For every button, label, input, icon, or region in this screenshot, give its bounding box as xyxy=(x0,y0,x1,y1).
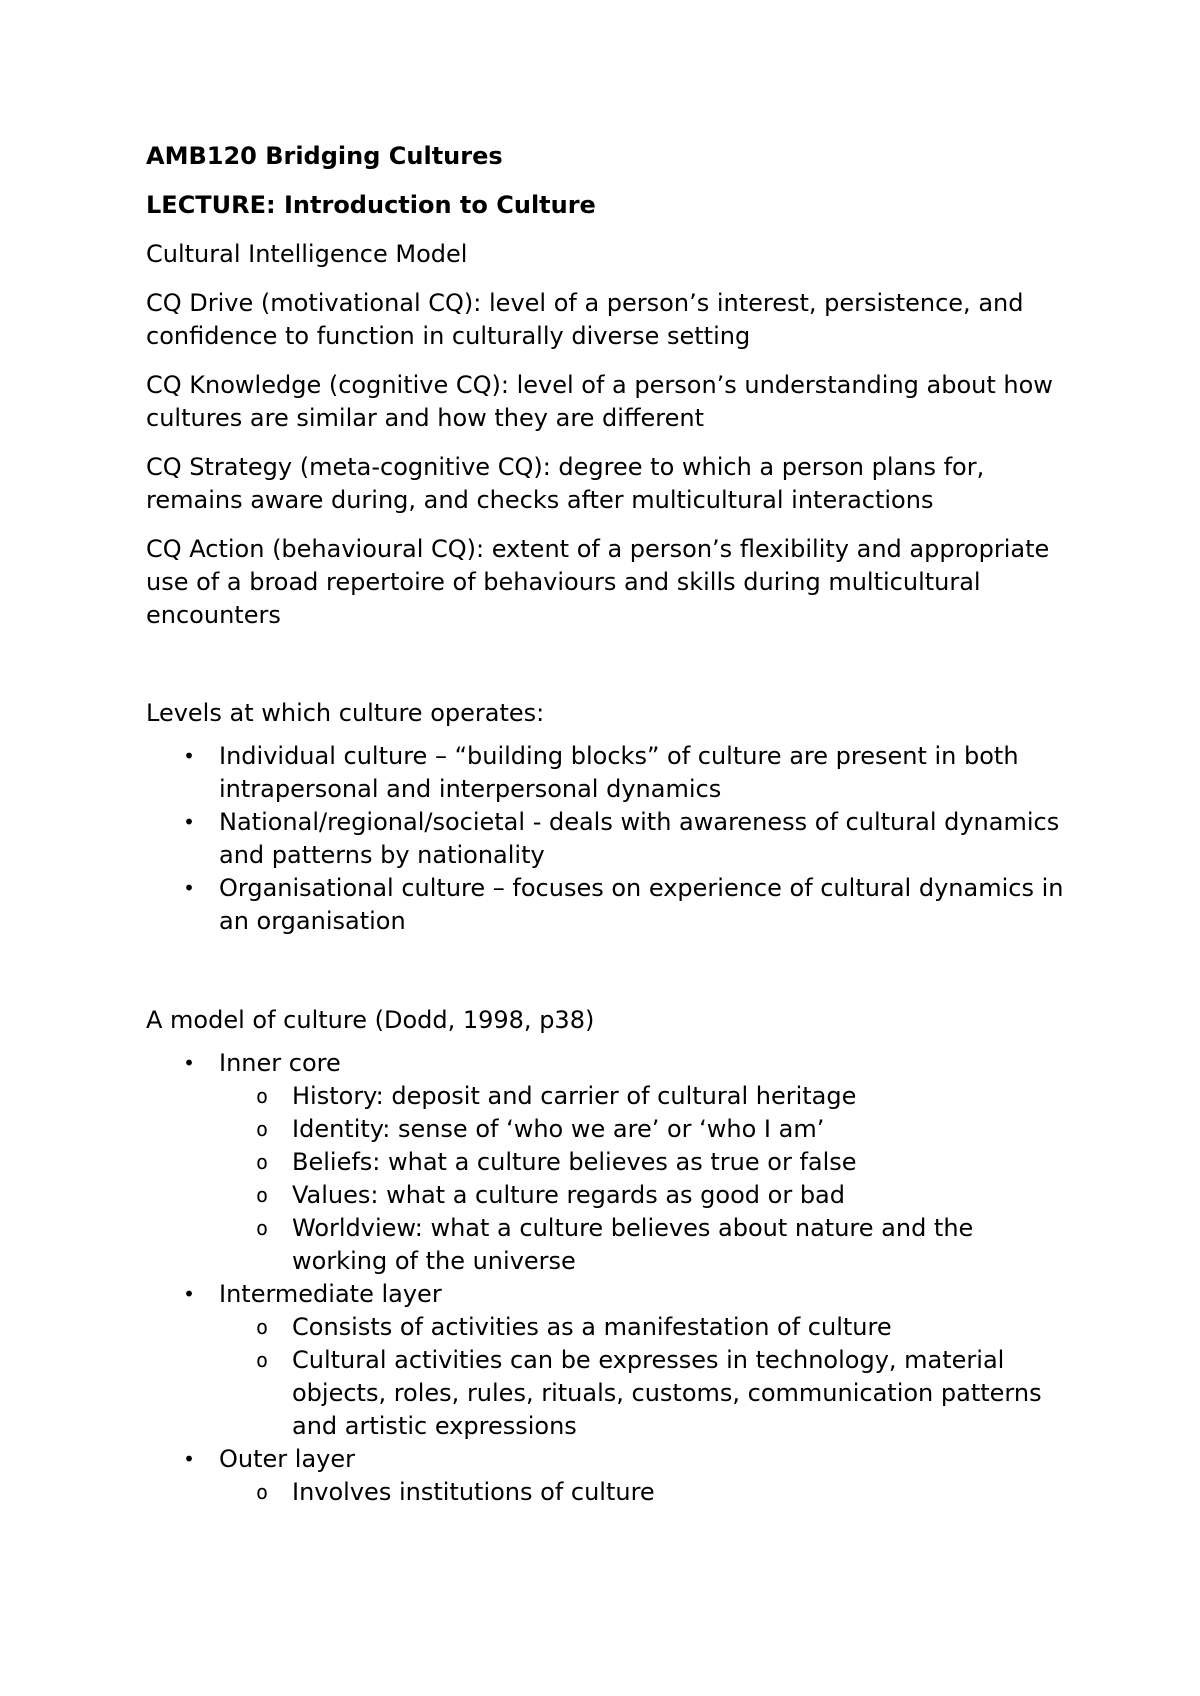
list-item-text: Consists of activities as a manifestation of culture xyxy=(292,1313,892,1341)
bullet-marker: • xyxy=(183,1447,195,1471)
list-item xyxy=(146,1476,1076,1509)
list-item xyxy=(146,1443,1076,1509)
list-item xyxy=(146,806,1076,872)
document-page xyxy=(146,140,1076,1509)
layer-label-outer: Outer layer xyxy=(219,1445,355,1473)
list-item-text: National/regional/societal - deals with awareness of cultural dynamics and patterns by nationality xyxy=(219,808,1060,869)
levels-list xyxy=(146,740,1076,938)
layer-label-intermediate: Intermediate layer xyxy=(219,1280,442,1308)
cq-strategy-paragraph: CQ Strategy (meta-cognitive CQ): degree to which a person plans for, remains aware during, and checks after multicultural interactions xyxy=(146,453,985,514)
sub-bullet-marker: o xyxy=(256,1216,269,1240)
list-item xyxy=(146,1179,1076,1212)
spacer xyxy=(146,938,1076,1004)
bullet-marker: • xyxy=(183,876,195,900)
cq-drive-paragraph: CQ Drive (motivational CQ): level of a person’s interest, persistence, and confidence to function in culturally diverse setting xyxy=(146,289,1024,350)
list-item xyxy=(146,740,1076,806)
list-item-text: Cultural activities can be expresses in technology, material objects, roles, rules, rituals, customs, communication patterns and artistic expressions xyxy=(292,1346,1042,1440)
list-item-text: Organisational culture – focuses on experience of cultural dynamics in an organisation xyxy=(219,874,1064,935)
list-item-text: Values: what a culture regards as good or bad xyxy=(292,1181,845,1209)
sub-bullet-marker: o xyxy=(256,1480,269,1504)
spacer xyxy=(146,648,1076,697)
list-item xyxy=(146,1278,1076,1443)
list-item xyxy=(146,1311,1076,1344)
list-item xyxy=(146,1047,1076,1278)
list-item xyxy=(146,1344,1076,1443)
list-item xyxy=(146,1113,1076,1146)
list-item-text: Beliefs: what a culture believes as true or false xyxy=(292,1148,857,1176)
bullet-marker: • xyxy=(183,810,195,834)
model-heading: A model of culture (Dodd, 1998, p38) xyxy=(146,1006,595,1034)
sub-bullet-marker: o xyxy=(256,1183,269,1207)
list-item xyxy=(146,1146,1076,1179)
list-item-text: Worldview: what a culture believes about nature and the working of the universe xyxy=(292,1214,974,1275)
bullet-marker: • xyxy=(183,744,195,768)
outer-sublist xyxy=(146,1476,1076,1509)
model-layers-list xyxy=(146,1047,1076,1509)
list-item-text: Involves institutions of culture xyxy=(292,1478,655,1506)
sub-bullet-marker: o xyxy=(256,1084,269,1108)
list-item xyxy=(146,1080,1076,1113)
cq-action-paragraph: CQ Action (behavioural CQ): extent of a person’s flexibility and appropriate use of a broad repertoire of behaviours and skills during multicultural encounters xyxy=(146,535,1050,629)
list-item xyxy=(146,872,1076,938)
levels-heading: Levels at which culture operates: xyxy=(146,699,545,727)
cq-knowledge-paragraph: CQ Knowledge (cognitive CQ): level of a person’s understanding about how cultures are similar and how they are different xyxy=(146,371,1053,432)
intermediate-sublist xyxy=(146,1311,1076,1443)
course-title: AMB120 Bridging Cultures xyxy=(146,142,503,170)
bullet-marker: • xyxy=(183,1051,195,1075)
sub-bullet-marker: o xyxy=(256,1117,269,1141)
list-item-text: Identity: sense of ‘who we are’ or ‘who I am’ xyxy=(292,1115,825,1143)
inner-core-sublist xyxy=(146,1080,1076,1278)
list-item-text: Individual culture – “building blocks” of culture are present in both intrapersonal and interpersonal dynamics xyxy=(219,742,1019,803)
sub-bullet-marker: o xyxy=(256,1315,269,1339)
cq-heading: Cultural Intelligence Model xyxy=(146,240,468,268)
lecture-title: LECTURE: Introduction to Culture xyxy=(146,191,596,219)
sub-bullet-marker: o xyxy=(256,1348,269,1372)
layer-label-inner-core: Inner core xyxy=(219,1049,341,1077)
list-item xyxy=(146,1212,1076,1278)
list-item-text: History: deposit and carrier of cultural heritage xyxy=(292,1082,857,1110)
bullet-marker: • xyxy=(183,1282,195,1306)
sub-bullet-marker: o xyxy=(256,1150,269,1174)
